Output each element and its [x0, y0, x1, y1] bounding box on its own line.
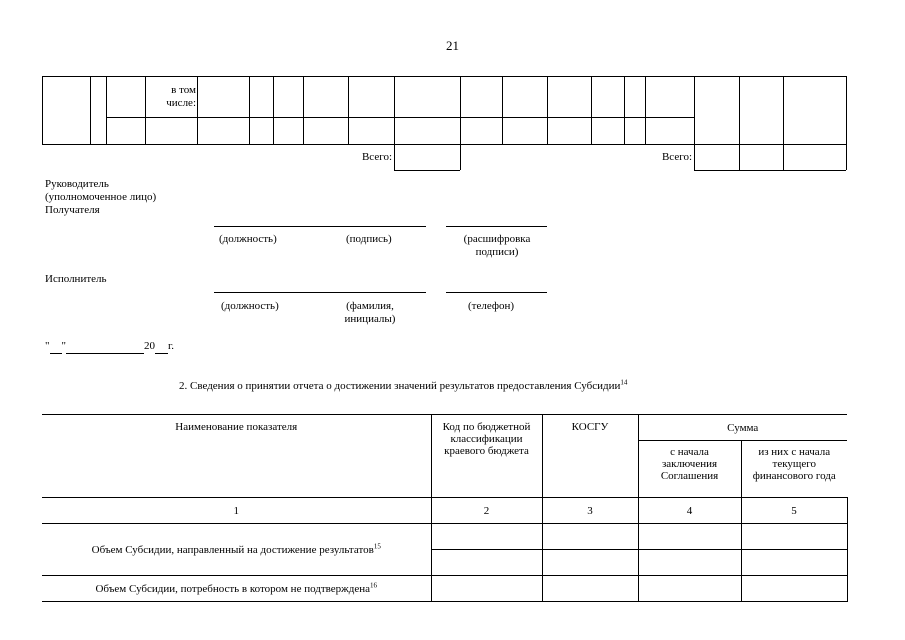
exec-caption-name: (фамилия, инициалы): [344, 300, 396, 325]
cell-input[interactable]: [542, 524, 638, 550]
cell-input[interactable]: [638, 576, 741, 602]
table-row: [42, 524, 847, 550]
row-label-unconfirmed: Объем Субсидии, потребность в котором не подтверждена$^{16}$: [42, 576, 431, 602]
cell-input[interactable]: [741, 524, 847, 550]
header-sum-current-year: из них с начала текущего финансового года: [741, 441, 847, 498]
col-number-3: 3: [542, 498, 638, 524]
column-numbers-row: [42, 498, 847, 524]
report-acceptance-table: [42, 414, 848, 602]
header-sum-since-start: с начала заключения Соглашения: [638, 441, 741, 498]
section2-title: 2. Сведения о принятии отчета о достижении значений результатов предоставления Субсидии$^{14}$: [179, 378, 628, 392]
cell-input[interactable]: [638, 524, 741, 550]
cell-input[interactable]: [542, 576, 638, 602]
date-line: " " 20 г.: [45, 340, 175, 352]
col-number-1: 1: [42, 498, 431, 524]
header-sum: Сумма: [638, 415, 847, 441]
row-label-directed: Объем Субсидии, направленный на достижение результатов$^{15}$: [42, 524, 431, 576]
exec-caption-position: (должность): [221, 300, 279, 312]
head-label: Руководитель (уполномоченное лицо) Получателя: [45, 178, 157, 216]
total-label-right: Всего:: [661, 151, 692, 163]
cell-input[interactable]: [638, 550, 741, 576]
page-number: 21: [446, 38, 459, 53]
cell-input[interactable]: [741, 576, 847, 602]
header-indicator: Наименование показателя: [42, 415, 431, 498]
col-number-5: 5: [741, 498, 847, 524]
table-row: [42, 576, 847, 602]
head-caption-decoding: (расшифровка подписи): [463, 233, 531, 258]
cell-input[interactable]: [431, 576, 542, 602]
header-kosgu: КОСГУ: [542, 415, 638, 498]
cell-input[interactable]: [741, 550, 847, 576]
header-budget-code: Код по бюджетной классификации краевого бюджета: [431, 415, 542, 498]
cell-input[interactable]: [431, 524, 542, 550]
col-number-4: 4: [638, 498, 741, 524]
including-label: в том числе:: [166, 84, 196, 109]
head-caption-signature: (подпись): [346, 233, 392, 245]
head-caption-position: (должность): [219, 233, 277, 245]
col-number-2: 2: [431, 498, 542, 524]
executor-label: Исполнитель: [45, 273, 107, 285]
cell-input[interactable]: [542, 550, 638, 576]
exec-caption-phone: (телефон): [468, 300, 515, 312]
cell-input[interactable]: [431, 550, 542, 576]
total-label-left: Всего:: [361, 151, 392, 163]
